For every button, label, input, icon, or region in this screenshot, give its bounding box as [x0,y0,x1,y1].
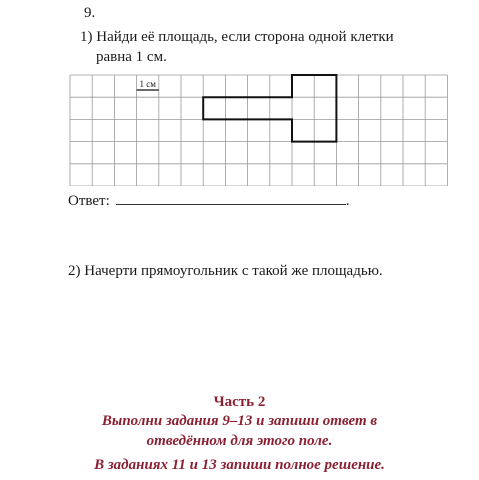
question-1-line-1: 1) Найди её площадь, если сторона одной клетки [80,29,394,45]
question-1-line-2: равна 1 см. [96,49,167,65]
part-heading: Часть 2 [213,394,266,410]
answer-end-dot: . [345,193,350,209]
instruction-line-1: Выполни задания 9–13 и запиши ответ в [101,413,378,429]
instruction-line-2: отведённом для этого поле. [146,433,333,449]
task-number: 9. [84,5,96,21]
scale-label: 1 см [139,79,156,89]
answer-blank-line[interactable] [116,190,346,205]
instruction-line-3: В заданиях 11 и 13 запиши полное решение. [94,457,385,473]
checkered-grid [69,74,449,186]
grid-figure [69,74,449,186]
answer-row [68,190,350,210]
answer-label: Ответ: [68,193,110,209]
grid-lines [70,75,447,186]
question-2: 2) Начерти прямоугольник с такой же площадью. [68,263,383,279]
